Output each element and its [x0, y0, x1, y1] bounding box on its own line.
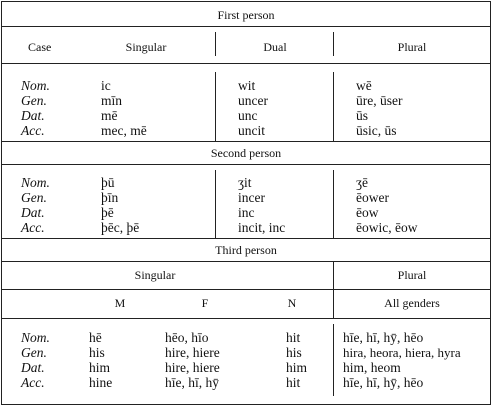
rule-above-second-person	[2, 141, 490, 142]
feminine-form: hīe, hī, hȳ	[165, 375, 219, 390]
neuter-form: him	[286, 360, 308, 375]
neuter-form: hit	[286, 375, 301, 390]
header-case: Case	[28, 40, 52, 54]
plural-form: hīe, hī, hȳ, hēo	[343, 330, 424, 345]
rule-below-third-person	[2, 261, 490, 262]
case-label: Nom.	[21, 330, 50, 345]
plural-form: ēowic, ēow	[356, 220, 418, 235]
masculine-form: his	[89, 345, 105, 360]
dual-form: incit, inc	[238, 220, 286, 235]
pronoun-table	[1, 1, 491, 405]
case-label: Acc.	[21, 123, 45, 138]
rule-below-second-person	[2, 164, 490, 165]
dual-form: wit	[238, 78, 256, 93]
singular-form: mīn	[101, 93, 123, 108]
section-title-third-person: Third person	[215, 243, 277, 257]
case-label: Dat.	[21, 205, 45, 220]
rule-below-first-headers	[2, 63, 490, 64]
vline-first-header-2	[333, 32, 334, 56]
plural-form: ūsic, ūs	[356, 123, 397, 138]
neuter-form: hit	[286, 330, 301, 345]
header-singular: Singular	[125, 40, 167, 54]
case-label: Acc.	[21, 375, 45, 390]
masculine-form: hē	[89, 330, 102, 345]
case-label: Gen.	[21, 190, 47, 205]
case-label: Nom.	[21, 175, 50, 190]
rule-above-third-person	[2, 238, 490, 239]
masculine-form: hine	[89, 375, 113, 390]
feminine-form: hire, hiere	[165, 345, 220, 360]
header-masculine: M	[114, 296, 126, 310]
plural-form: ūs	[356, 108, 369, 123]
dual-form: incer	[238, 190, 265, 205]
plural-form: ēower	[356, 190, 389, 205]
header-all-genders: All genders	[384, 296, 440, 310]
dual-form: unc	[238, 108, 258, 123]
singular-form: þē	[101, 205, 114, 220]
neuter-form: his	[286, 345, 302, 360]
rule-below-third-subheaders	[2, 289, 490, 290]
singular-form: ic	[101, 78, 111, 93]
dual-form: ʒit	[238, 175, 252, 190]
feminine-form: hēo, hīo	[165, 330, 209, 345]
plural-form: hira, heora, hiera, hyra	[343, 345, 461, 360]
case-label: Nom.	[21, 78, 50, 93]
header-neuter: N	[287, 296, 297, 310]
vline-third-body	[333, 324, 334, 396]
feminine-form: hire, hiere	[165, 360, 220, 375]
case-label: Dat.	[21, 360, 45, 375]
masculine-form: him	[89, 360, 111, 375]
header-third-plural: Plural	[397, 268, 427, 282]
plural-form: hīe, hī, hȳ, hēo	[343, 375, 424, 390]
case-label: Gen.	[21, 345, 47, 360]
header-third-singular: Singular	[134, 268, 176, 282]
singular-form: þīn	[101, 190, 119, 205]
plural-form: wē	[356, 78, 372, 93]
rule-below-third-headers	[2, 318, 490, 319]
case-label: Acc.	[21, 220, 45, 235]
singular-form: mec, mē	[101, 123, 147, 138]
vline-third-header	[333, 261, 334, 318]
vline-second-body-2	[333, 170, 334, 238]
header-dual: Dual	[263, 40, 287, 54]
singular-form: mē	[101, 108, 118, 123]
rule-below-first-person	[2, 26, 490, 27]
section-title-first-person: First person	[217, 8, 275, 22]
section-title-second-person: Second person	[210, 146, 282, 160]
header-plural: Plural	[397, 40, 427, 54]
plural-form: ūre, ūser	[356, 93, 403, 108]
dual-form: uncit	[238, 123, 265, 138]
case-label: Gen.	[21, 93, 47, 108]
vline-first-body-2	[333, 72, 334, 141]
plural-form: ēow	[356, 205, 379, 220]
singular-form: þēc, þē	[101, 220, 140, 235]
vline-first-body-1	[215, 72, 216, 141]
dual-form: inc	[238, 205, 255, 220]
header-feminine: F	[201, 296, 209, 310]
dual-form: uncer	[238, 93, 268, 108]
vline-first-header-1	[215, 32, 216, 56]
vline-second-body-1	[215, 170, 216, 238]
plural-form: him, heom	[343, 360, 401, 375]
case-label: Dat.	[21, 108, 45, 123]
singular-form: þū	[101, 175, 115, 190]
plural-form: ʒē	[356, 175, 368, 190]
